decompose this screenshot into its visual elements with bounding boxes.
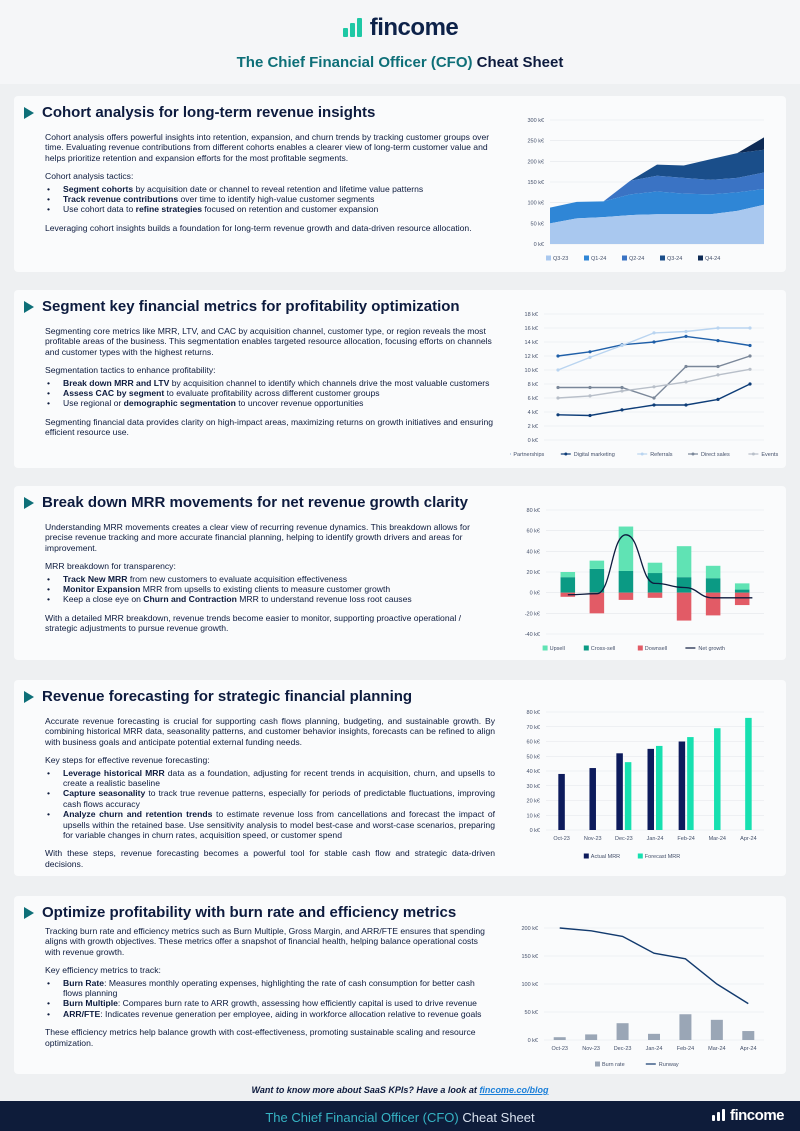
y-tick-label: 0 k€ xyxy=(533,242,544,248)
data-point xyxy=(716,326,719,329)
legend-swatch xyxy=(584,854,589,859)
x-tick-label: Jan-24 xyxy=(646,836,664,842)
bar-segment xyxy=(561,572,576,577)
legend-marker xyxy=(641,453,644,456)
y-tick-label: 18 k€ xyxy=(524,312,538,318)
bar-segment xyxy=(706,593,721,616)
x-tick-label: Feb-24 xyxy=(677,836,695,842)
line-series xyxy=(558,356,750,398)
y-tick-label: 300 k€ xyxy=(527,118,544,124)
section-outro: Leveraging cohort insights builds a foundation for long-term revenue growth and data-driven resource allocation. xyxy=(45,222,472,233)
x-tick-label: Oct-23 xyxy=(553,836,570,842)
bar-segment xyxy=(561,577,576,593)
data-point xyxy=(684,380,687,383)
revenue-forecast-chart xyxy=(510,708,772,864)
section-intro: Cohort analysis offers powerful insights into retention, expansion, and churn trends by tracking customer groups over time. Evaluating revenue contributions from different cohorts enables a clearer view of long-term customer value and helps prioritize retention and expansion efforts for the most profitable segments. xyxy=(45,132,490,163)
bar-burn-rate xyxy=(711,1020,723,1040)
data-point xyxy=(716,339,719,342)
legend-swatch xyxy=(638,646,643,651)
list-item: • Track revenue contributions over time to identify high-value customer segments xyxy=(45,194,495,204)
y-tick-label: 60 k€ xyxy=(526,739,540,746)
bar-segment xyxy=(648,563,663,573)
bar-burn-rate xyxy=(554,1037,566,1040)
bar-segment xyxy=(590,593,605,614)
data-point xyxy=(556,413,559,416)
mrr-movements-chart xyxy=(510,502,772,658)
section-outro: Segmenting financial data provides clarity on high-impact areas, maximizing returns on growth initiatives and ensuring efficient resource use. xyxy=(45,416,494,438)
bar-forecast xyxy=(625,762,632,830)
data-point xyxy=(588,356,591,359)
x-tick-label: Dec-23 xyxy=(614,836,633,842)
bullet-list xyxy=(45,768,495,841)
bullet-list xyxy=(45,978,495,1020)
brand-logo xyxy=(342,14,459,42)
bar-segment xyxy=(706,578,721,592)
bar-actual xyxy=(648,749,655,830)
y-tick-label: 100 k€ xyxy=(521,982,538,988)
legend-label: Digital marketing xyxy=(573,452,615,458)
legend-label: Net growth xyxy=(698,646,726,652)
section-revenue-forecasting xyxy=(14,680,786,876)
line-series xyxy=(558,384,750,416)
brand-name: fincome xyxy=(369,14,459,41)
bar-segment xyxy=(735,593,750,605)
footer-bar xyxy=(0,1101,800,1131)
legend-label: Burn rate xyxy=(602,1062,625,1068)
legend-swatch xyxy=(595,1062,600,1067)
bullet-list xyxy=(45,184,495,215)
bar-actual xyxy=(558,774,565,830)
data-point xyxy=(588,386,591,389)
list-item: • Monitor Expansion MRR from upsells to existing clients to measure customer growth xyxy=(45,584,495,594)
line-series xyxy=(558,369,750,398)
legend-swatch xyxy=(660,256,665,261)
data-point xyxy=(652,385,655,388)
data-point xyxy=(716,373,719,376)
legend-label: Q2-24 xyxy=(629,256,645,262)
page-header xyxy=(0,0,800,84)
section-intro: Accurate revenue forecasting is crucial for supporting cash flows planning, budgeting, and sustainable growth. By combining historical MRR data, seasonality patterns, and customer behavior insights, forecasts can be refined to align with business goals and anticipate potential external funding needs. xyxy=(45,716,495,747)
burn-rate-chart xyxy=(510,918,772,1072)
y-tick-label: 12 k€ xyxy=(524,354,538,360)
bar-forecast xyxy=(687,737,694,830)
x-tick-label: Dec-23 xyxy=(613,1046,632,1052)
bar-actual xyxy=(679,742,686,831)
y-tick-label: -20 k€ xyxy=(524,611,540,618)
play-arrow-icon xyxy=(24,301,34,313)
x-tick-label: Nov-23 xyxy=(583,836,602,842)
list-item: • Keep a close eye on Churn and Contraction MRR to understand revenue loss root causes xyxy=(45,594,495,604)
section-text xyxy=(45,926,495,1056)
y-tick-label: -40 k€ xyxy=(524,632,540,638)
y-tick-label: 150 k€ xyxy=(527,180,544,186)
legend-marker xyxy=(692,453,695,456)
x-tick-label: Feb-24 xyxy=(676,1046,695,1052)
bar-burn-rate xyxy=(585,1034,597,1040)
y-tick-label: 10 k€ xyxy=(524,368,538,374)
y-tick-label: 8 k€ xyxy=(527,382,538,388)
legend-swatch xyxy=(638,854,643,859)
data-point xyxy=(652,396,655,399)
data-point xyxy=(748,344,751,347)
data-point xyxy=(652,331,655,334)
data-point xyxy=(684,330,687,333)
y-tick-label: 100 k€ xyxy=(527,200,544,207)
footer-logo xyxy=(712,1107,784,1124)
data-point xyxy=(588,394,591,397)
fincome-logo-icon xyxy=(342,17,364,39)
data-point xyxy=(620,344,623,347)
legend-label: Q1-24 xyxy=(591,256,607,262)
y-tick-label: 80 k€ xyxy=(526,710,540,716)
legend-marker xyxy=(752,453,755,456)
section-outro: With a detailed MRR breakdown, revenue trends become easier to monitor, supporting proactive operational / strategic adjustments to pursue revenue growth. xyxy=(45,612,462,634)
footer-cta: Want to know more about SaaS KPIs? Have a look at fincome.co/blog xyxy=(251,1085,549,1095)
x-tick-label: Mar-24 xyxy=(708,836,726,842)
play-arrow-icon xyxy=(24,107,34,119)
legend-label: Q4-24 xyxy=(705,256,721,262)
runway-line xyxy=(560,928,749,1004)
list-item: • Segment cohorts by acquisition date or channel to reveal retention and lifetime value patterns xyxy=(45,184,495,194)
legend-label: Q3-24 xyxy=(667,256,683,262)
bar-forecast xyxy=(656,746,663,830)
bar-segment xyxy=(590,569,605,593)
legend-label: Partnerships xyxy=(513,452,545,458)
legend-swatch xyxy=(698,256,703,261)
section-intro: Tracking burn rate and efficiency metrics such as Burn Multiple, Gross Margin, and ARR/FTE ensures that spending aligns with growth objectives. These metrics offer a snapshot of financial health, helping balance operational costs with revenue growth. xyxy=(45,926,485,957)
bar-actual xyxy=(589,768,596,830)
x-tick-label: Apr-24 xyxy=(740,836,757,842)
section-text xyxy=(45,132,495,241)
section-text xyxy=(45,716,495,877)
y-tick-label: 20 k€ xyxy=(526,798,540,805)
cohort-area-chart xyxy=(510,110,772,266)
legend-swatch xyxy=(543,646,548,651)
bar-segment xyxy=(590,561,605,569)
section-title: Break down MRR movements for net revenue growth clarity xyxy=(42,494,468,511)
data-point xyxy=(652,340,655,343)
play-arrow-icon xyxy=(24,907,34,919)
bar-burn-rate xyxy=(679,1014,691,1040)
legend-swatch xyxy=(546,256,551,261)
data-point xyxy=(556,368,559,371)
y-tick-label: 50 k€ xyxy=(526,754,540,761)
y-tick-label: 0 k€ xyxy=(527,438,538,444)
data-point xyxy=(556,396,559,399)
y-tick-label: 80 k€ xyxy=(526,508,540,514)
blog-link[interactable]: fincome.co/blog xyxy=(479,1085,549,1095)
list-title: Key steps for effective revenue forecasting: xyxy=(45,755,210,766)
y-tick-label: 4 k€ xyxy=(527,410,538,416)
bar-forecast xyxy=(745,718,752,830)
bar-forecast xyxy=(714,728,721,830)
data-point xyxy=(684,335,687,338)
list-item: • Leverage historical MRR data as a foundation, adjusting for recent trends in acquisition, churn, and upsells to create a realistic baseline xyxy=(45,768,495,789)
data-point xyxy=(556,354,559,357)
bar-segment xyxy=(735,583,750,589)
section-title: Segment key financial metrics for profitability optimization xyxy=(42,298,460,315)
list-item: • Analyze churn and retention trends to estimate revenue loss from cancellations and forecast the impact of upsells within the retained base. Use sensitivity analysis to model best-case and worst-case scenarios, preparing for variable changes in churn rates, acquisition speed, or customer spend xyxy=(45,809,495,840)
section-title: Optimize profitability with burn rate and efficiency metrics xyxy=(42,904,457,921)
legend-label: Q3-23 xyxy=(553,256,569,262)
legend-label: Runway xyxy=(658,1062,679,1068)
play-arrow-icon xyxy=(24,691,34,703)
legend-label: Cross-sell xyxy=(590,646,616,652)
data-point xyxy=(748,326,751,329)
y-tick-label: 150 k€ xyxy=(521,954,538,960)
bar-segment xyxy=(648,593,663,598)
data-point xyxy=(620,386,623,389)
bar-segment xyxy=(706,566,721,578)
list-item: • Use cohort data to refine strategies focused on retention and customer expansion xyxy=(45,204,495,214)
section-burn-rate xyxy=(14,896,786,1074)
data-point xyxy=(588,350,591,353)
data-point xyxy=(716,398,719,401)
data-point xyxy=(748,382,751,385)
bar-segment xyxy=(619,593,634,600)
play-arrow-icon xyxy=(24,497,34,509)
section-intro: Segmenting core metrics like MRR, LTV, and CAC by acquisition channel, customer type, or region reveals the most profitable areas of the business. This segmentation enables targeted resource allocation, focusing efforts on channels and customer types with the highest returns. xyxy=(45,326,492,357)
list-title: Segmentation tactics to enhance profitability: xyxy=(45,365,216,376)
x-tick-label: Jan-24 xyxy=(645,1046,663,1052)
bar-actual xyxy=(616,753,623,830)
list-title: Cohort analysis tactics: xyxy=(45,171,134,182)
list-item: • ARR/FTE: Indicates revenue generation per employee, aiding in workforce allocation relative to revenue goals xyxy=(45,1009,495,1019)
section-outro: These efficiency metrics help balance growth with cost-effectiveness, promoting sustainable scaling and resource optimization. xyxy=(45,1027,476,1048)
y-tick-label: 10 k€ xyxy=(526,813,540,820)
list-item: • Burn Multiple: Compares burn rate to ARR growth, assessing how efficiently capital is used to drive revenue xyxy=(45,998,495,1008)
data-point xyxy=(748,354,751,357)
data-point xyxy=(556,386,559,389)
y-tick-label: 0 k€ xyxy=(527,1038,538,1044)
bar-segment xyxy=(677,577,692,593)
y-tick-label: 0 k€ xyxy=(529,828,540,834)
bar-segment xyxy=(735,590,750,593)
list-item: • Use regional or demographic segmentation to uncover revenue opportunities xyxy=(45,398,495,408)
fincome-logo-icon xyxy=(712,1109,726,1123)
section-title: Revenue forecasting for strategic financial planning xyxy=(42,688,413,705)
section-outro: With these steps, revenue forecasting becomes a powerful tool for stable cash flow and strategic data-driven decisions. xyxy=(45,848,495,869)
list-item: • Capture seasonality to track true revenue patterns, especially for periods of predictable fluctuations, improving cash flows accuracy xyxy=(45,788,495,809)
legend-label: Events xyxy=(761,452,779,458)
segment-line-chart xyxy=(510,306,780,466)
data-point xyxy=(748,368,751,371)
y-tick-label: 40 k€ xyxy=(526,549,540,556)
x-tick-label: Oct-23 xyxy=(551,1046,568,1052)
section-cohort-analysis xyxy=(14,96,786,272)
y-tick-label: 200 k€ xyxy=(527,159,544,166)
y-tick-label: 2 k€ xyxy=(527,424,538,430)
bar-segment xyxy=(677,546,692,577)
bar-segment xyxy=(677,593,692,621)
x-tick-label: Mar-24 xyxy=(708,1046,726,1052)
list-item: • Break down MRR and LTV by acquisition channel to identify which channels drive the most valuable customers xyxy=(45,378,495,388)
data-point xyxy=(684,403,687,406)
data-point xyxy=(652,403,655,406)
section-intro: Understanding MRR movements creates a clear view of recurring revenue dynamics. This breakdown allows for precise revenue tracking and more accurate financial planning, helping to identify growth drivers and areas for improvement. xyxy=(45,522,470,553)
y-tick-label: 60 k€ xyxy=(526,528,540,535)
line-series xyxy=(558,336,750,356)
bar-burn-rate xyxy=(742,1031,754,1040)
bar-burn-rate xyxy=(617,1023,629,1040)
legend-label: Actual MRR xyxy=(590,854,621,860)
section-text xyxy=(45,522,495,642)
data-point xyxy=(684,365,687,368)
bullet-list xyxy=(45,574,495,605)
section-title: Cohort analysis for long-term revenue insights xyxy=(42,104,376,121)
data-point xyxy=(620,408,623,411)
list-item: • Burn Rate: Measures monthly operating expenses, highlighting the rate of cash consumption for better cash flows planning xyxy=(45,978,495,999)
x-tick-label: Nov-23 xyxy=(582,1046,601,1052)
y-tick-label: 30 k€ xyxy=(526,783,540,790)
page-title: The Chief Financial Officer (CFO) Cheat Sheet xyxy=(236,54,564,71)
y-tick-label: 250 k€ xyxy=(527,138,544,145)
bar-burn-rate xyxy=(648,1034,660,1040)
y-tick-label: 6 k€ xyxy=(527,396,538,402)
brand-name: fincome xyxy=(729,1107,784,1124)
footer-title: The Chief Financial Officer (CFO) Cheat Sheet xyxy=(265,1110,535,1125)
bar-segment xyxy=(619,527,634,571)
y-tick-label: 16 k€ xyxy=(524,326,538,332)
legend-swatch xyxy=(584,256,589,261)
y-tick-label: 50 k€ xyxy=(524,1010,538,1016)
list-item: • Track New MRR from new customers to evaluate acquisition effectiveness xyxy=(45,574,495,584)
legend-marker xyxy=(564,453,567,456)
y-tick-label: 0 k€ xyxy=(529,590,540,597)
bullet-list xyxy=(45,378,495,409)
section-segment-metrics xyxy=(14,290,786,468)
y-tick-label: 70 k€ xyxy=(526,724,540,731)
y-tick-label: 20 k€ xyxy=(526,570,540,576)
data-point xyxy=(588,414,591,417)
y-tick-label: 40 k€ xyxy=(526,769,540,775)
legend-label: Direct sales xyxy=(701,452,730,458)
section-text xyxy=(45,326,495,446)
bar-segment xyxy=(619,571,634,593)
legend-swatch xyxy=(622,256,627,261)
y-tick-label: 14 k€ xyxy=(524,340,538,346)
legend-label: Referrals xyxy=(650,452,673,458)
y-tick-label: 50 k€ xyxy=(530,221,544,228)
legend-label: Forecast MRR xyxy=(644,854,681,860)
data-point xyxy=(716,365,719,368)
list-item: • Assess CAC by segment to evaluate profitability across different customer groups xyxy=(45,388,495,398)
section-mrr-movements xyxy=(14,486,786,660)
list-title: Key efficiency metrics to track: xyxy=(45,965,161,976)
legend-label: Upsell xyxy=(549,646,565,652)
list-title: MRR breakdown for transparency: xyxy=(45,561,176,572)
legend-label: Downsell xyxy=(644,646,668,652)
data-point xyxy=(620,389,623,392)
x-tick-label: Apr-24 xyxy=(740,1046,757,1052)
legend-swatch xyxy=(584,646,589,651)
y-tick-label: 200 k€ xyxy=(521,926,538,932)
